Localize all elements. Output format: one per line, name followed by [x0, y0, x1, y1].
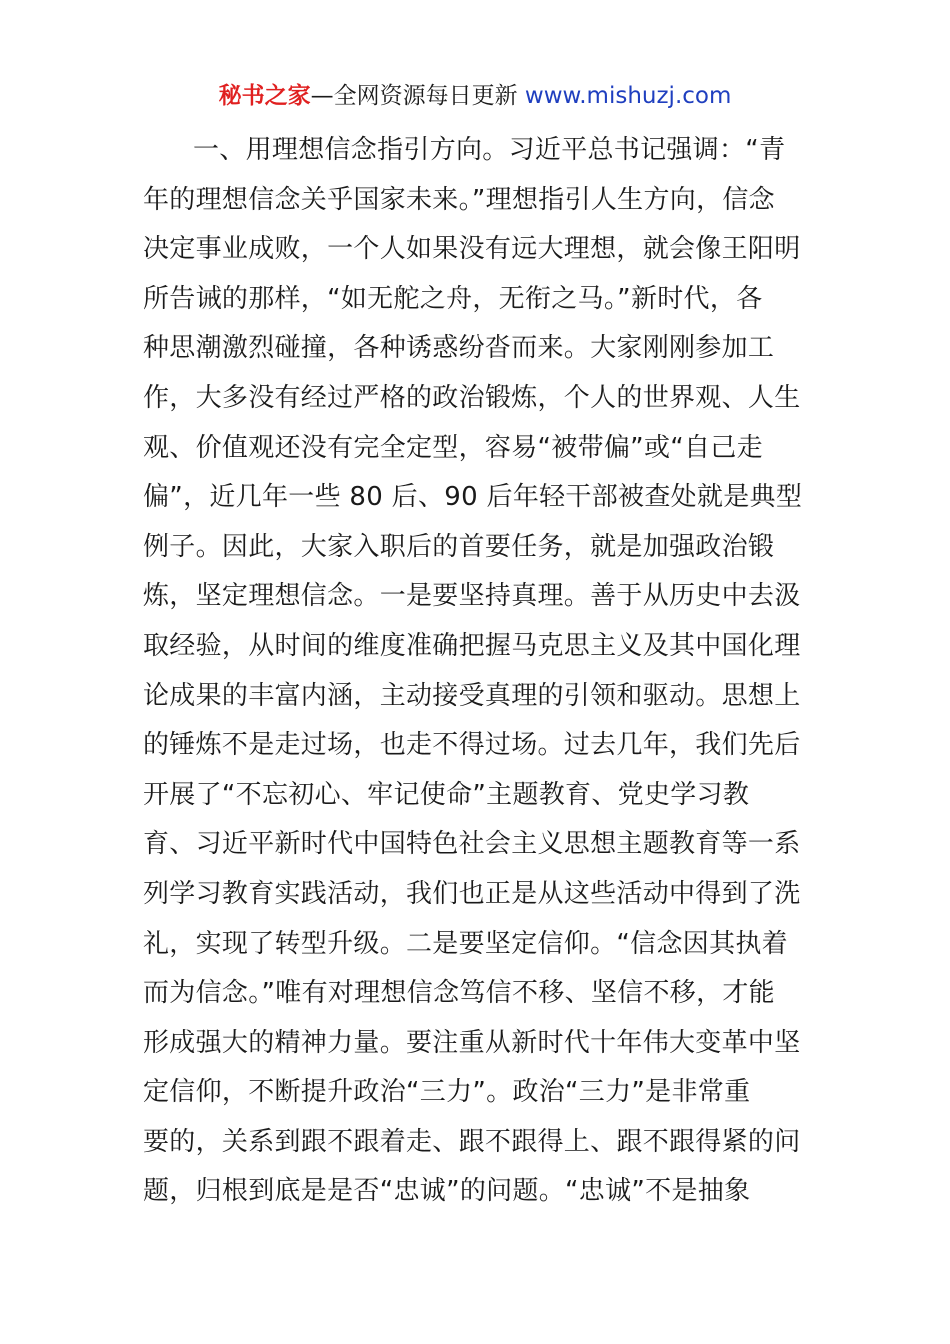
site-brand: 秘书之家 — [218, 83, 311, 109]
site-tagline: —全网资源每日更新 — [310, 83, 525, 109]
text-line: 例子。因此，大家入职后的首要任务，就是加强政治锻 — [143, 531, 775, 562]
text-line: 育、习近平新时代中国特色社会主义思想主题教育等一系 — [143, 829, 801, 860]
text-line: 而为信念。”唯有对理想信念笃信不移、坚信不移，才能 — [143, 978, 775, 1009]
site-header — [0, 80, 950, 112]
text-line: 列学习教育实践活动，我们也正是从这些活动中得到了洗 — [143, 878, 801, 909]
text-line: 决定事业成败，一个人如果没有远大理想，就会像王阳明 — [143, 234, 801, 265]
text-line: 取经验，从时间的维度准确把握马克思主义及其中国化理 — [143, 630, 801, 661]
text-line: 礼，实现了转型升级。二是要坚定信仰。“信念因其执着 — [143, 928, 788, 959]
text-line: 题，归根到底是是否“忠诚”的问题。“忠诚”不是抽象 — [143, 1176, 751, 1207]
text-line: 一、用理想信念指引方向。习近平总书记强调：“青 — [193, 135, 786, 165]
text-line: 开展了“不忘初心、牢记使命”主题教育、党史学习教 — [143, 779, 750, 810]
text-line: 的锤炼不是走过场，也走不得过场。过去几年，我们先后 — [143, 730, 801, 761]
text-line: 炼，坚定理想信念。一是要坚持真理。善于从历史中去汲 — [143, 581, 801, 612]
document-body — [143, 126, 808, 1217]
text-line: 所告诫的那样，“如无舵之舟，无衔之马。”新时代，各 — [143, 283, 763, 314]
text-line: 作，大多没有经过严格的政治锻炼，个人的世界观、人生 — [143, 382, 801, 413]
text-line: 观、价值观还没有完全定型，容易“被带偏”或“自己走 — [143, 432, 763, 463]
text-line: 形成强大的精神力量。要注重从新时代十年伟大变革中坚 — [143, 1027, 801, 1058]
text-line: 论成果的丰富内涵，主动接受真理的引领和驱动。思想上 — [143, 680, 801, 711]
text-line: 种思潮激烈碰撞，各种诱惑纷沓而来。大家刚刚参加工 — [143, 333, 775, 364]
site-url-link[interactable]: www.mishuzj.com — [524, 83, 732, 109]
text-line: 偏”，近几年一些 80 后、90 后年轻干部被查处就是典型 — [143, 482, 803, 513]
text-line: 定信仰，不断提升政治“三力”。政治“三力”是非常重 — [143, 1077, 751, 1108]
text-line: 年的理想信念关乎国家未来。”理想指引人生方向，信念 — [143, 184, 775, 215]
text-line: 要的，关系到跟不跟着走、跟不跟得上、跟不跟得紧的问 — [143, 1126, 801, 1157]
